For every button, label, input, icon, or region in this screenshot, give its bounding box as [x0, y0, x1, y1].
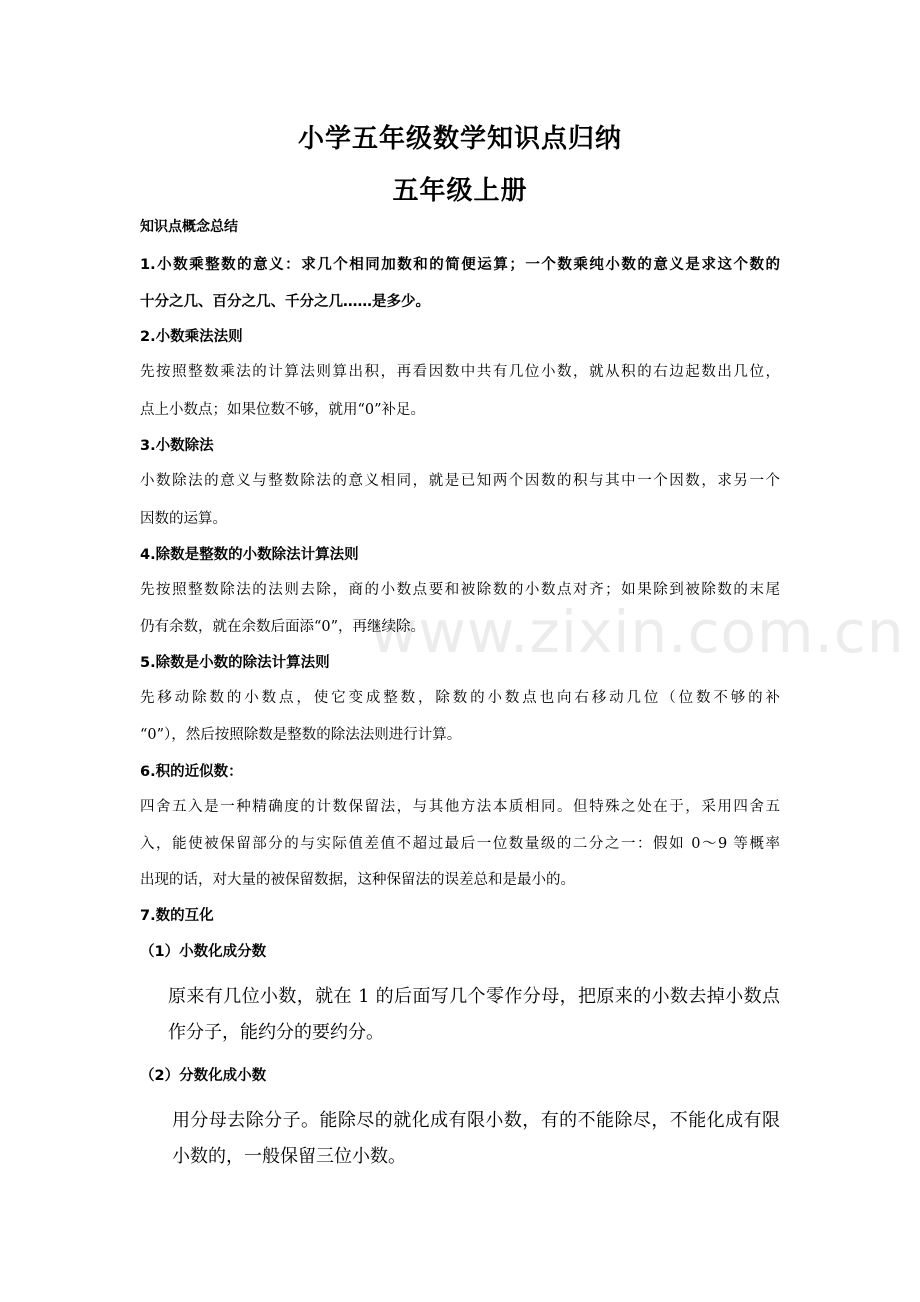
item-5-line2: “0”），然后按照除数是整数的除法法则进行计算。 [140, 727, 462, 743]
item-4-line1: 先按照整数除法的法则去除，商的小数点要和被除数的小数点对齐；如果除到被除数的末尾 [140, 582, 780, 598]
section-label: 知识点概念总结 [140, 219, 238, 235]
item-6-line3: 出现的话，对大量的被保留数据，这种保留法的误差总和是最小的。 [140, 872, 575, 888]
page-title: 小学五年级数学知识点归纳 [297, 124, 622, 154]
item-3-line1: 小数除法的意义与整数除法的意义相同，就是已知两个因数的积与其中一个因数，求另一个 [140, 473, 780, 489]
item-1-heading-line2: 十分之几、百分之几、千分之几……是多少。 [140, 294, 430, 310]
item-2-line2: 点上小数点；如果位数不够，就用“0”补足。 [140, 402, 426, 418]
item-7-sub2-line1: 用分母去除分子。能除尽的就化成有限小数，有的不能除尽，不能化成有限 [172, 1110, 780, 1131]
item-7-sub1-line1: 原来有几位小数，就在 1 的后面写几个零作分母，把原来的小数去掉小数点 [168, 986, 780, 1007]
item-7-sub1-line2: 作分子，能约分的要约分。 [168, 1022, 384, 1043]
item-7-heading: 7.数的互化 [140, 908, 214, 924]
item-6-heading: 6.积的近似数： [140, 764, 243, 780]
page-subtitle: 五年级上册 [392, 176, 528, 206]
item-7-sub1-heading: （1）小数化成分数 [140, 944, 267, 960]
item-4-line2: 仍有余数，就在余数后面添“0”，再继续除。 [140, 619, 426, 635]
item-4-heading: 4.除数是整数的小数除法计算法则 [140, 547, 359, 563]
item-2-heading: 2.小数乘法法则 [140, 329, 243, 345]
item-5-line1: 先移动除数的小数点，使它变成整数，除数的小数点也向右移动几位（位数不够的补 [140, 690, 780, 706]
item-6-line1: 四舍五入是一种精确度的计数保留法，与其他方法本质相同。但特殊之处在于，采用四舍五 [140, 799, 780, 815]
item-1-heading-line1: 1.小数乘整数的意义：求几个相同加数和的简便运算；一个数乘纯小数的意义是求这个数的 [140, 257, 780, 273]
watermark: www.zixin.com.cn [370, 598, 905, 666]
item-7-sub2-heading: （2）分数化成小数 [140, 1068, 267, 1084]
item-6-line2: 入，能使被保留部分的与实际值差值不超过最后一位数量级的二分之一：假如 0～9 等概率 [140, 836, 780, 852]
item-2-line1: 先按照整数乘法的计算法则算出积，再看因数中共有几位小数，就从积的右边起数出几位， [140, 364, 780, 380]
item-7-sub2-line2: 小数的，一般保留三位小数。 [172, 1146, 406, 1167]
item-3-heading: 3.小数除法 [140, 438, 214, 454]
item-3-line2: 因数的运算。 [140, 511, 227, 527]
item-5-heading: 5.除数是小数的除法计算法则 [140, 655, 330, 671]
